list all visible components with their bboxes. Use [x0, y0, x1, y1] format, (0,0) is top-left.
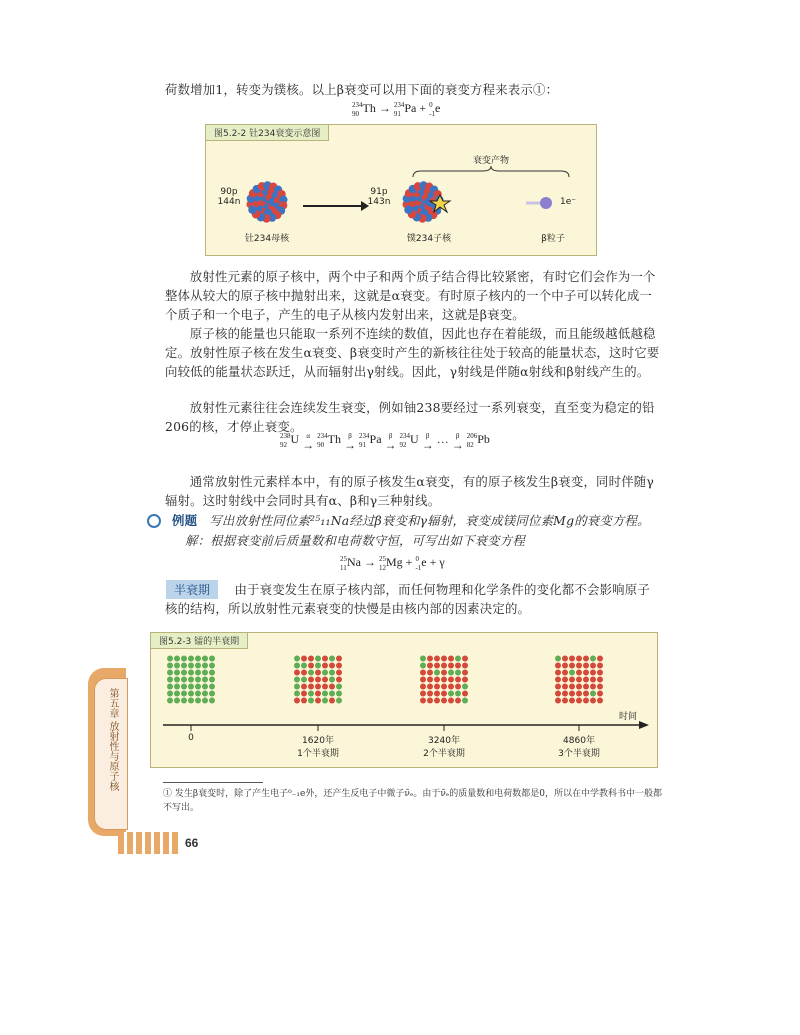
- atom-dot: [188, 670, 194, 676]
- atom-dot: [569, 663, 575, 669]
- atom-dot: [583, 684, 589, 690]
- atom-dot: [294, 663, 300, 669]
- atom-dot: [427, 670, 433, 676]
- atom-dot: [209, 677, 215, 683]
- atom-dot: [167, 684, 173, 690]
- example-label: 例题: [172, 513, 198, 528]
- parent-caption: 钍234母核: [244, 234, 290, 244]
- atom-dot: [209, 656, 215, 662]
- atom-dot: [590, 698, 596, 704]
- paragraph-decay-series: 放射性元素往往会连续发生衰变，例如铀238要经过一系列衰变，直至变为稳定的铅206的核，才停止衰变。: [165, 400, 655, 434]
- atom-dot: [195, 663, 201, 669]
- atom-dot: [576, 698, 582, 704]
- atom-dot: [188, 691, 194, 697]
- example-block: [172, 511, 662, 530]
- atom-dot: [301, 684, 307, 690]
- atom-dot: [195, 691, 201, 697]
- atom-dot: [462, 698, 468, 704]
- daughter-counts: 91p 143n: [367, 187, 391, 207]
- atom-dot: [195, 698, 201, 704]
- atom-dot: [322, 691, 328, 697]
- atom-dot: [301, 656, 307, 662]
- atom-dot: [195, 656, 201, 662]
- atom-dot: [448, 677, 454, 683]
- thorium-decay-figure: [205, 124, 597, 256]
- atom-dot: [315, 663, 321, 669]
- atom-dot: [181, 677, 187, 683]
- arrow-icon: [301, 200, 371, 212]
- atom-dot: [202, 656, 208, 662]
- atom-dot: [420, 656, 426, 662]
- atom-dot: [434, 684, 440, 690]
- atom-dot: [576, 684, 582, 690]
- atom-dot: [294, 684, 300, 690]
- atom-dot: [441, 691, 447, 697]
- atom-dot: [301, 698, 307, 704]
- atom-dot: [597, 670, 603, 676]
- atom-dot: [590, 691, 596, 697]
- atom-dot: [583, 691, 589, 697]
- atom-dot: [583, 677, 589, 683]
- atom-dot: [329, 677, 335, 683]
- atom-dot: [576, 677, 582, 683]
- atom-dot: [167, 677, 173, 683]
- atom-dot: [188, 663, 194, 669]
- atom-dot: [322, 684, 328, 690]
- atom-dot: [167, 663, 173, 669]
- atom-dot: [301, 663, 307, 669]
- atom-dot: [562, 663, 568, 669]
- atom-dot: [202, 670, 208, 676]
- products-brace-icon: [411, 165, 571, 179]
- atom-dot: [181, 656, 187, 662]
- atom-dot: [174, 698, 180, 704]
- atom-dot: [562, 670, 568, 676]
- atom-dot: [308, 691, 314, 697]
- atom-dot: [336, 691, 342, 697]
- atom-dot: [301, 670, 307, 676]
- atom-dot: [195, 670, 201, 676]
- atom-dot: [448, 656, 454, 662]
- atom-dot: [427, 698, 433, 704]
- atom-dot: [462, 670, 468, 676]
- atom-dot: [420, 677, 426, 683]
- atom-dot: [329, 684, 335, 690]
- atom-dot: [434, 670, 440, 676]
- atom-dot: [322, 698, 328, 704]
- atom-dot: [181, 670, 187, 676]
- atom-dot: [167, 670, 173, 676]
- atom-dot: [294, 691, 300, 697]
- atom-dot: [195, 677, 201, 683]
- atom-dot: [448, 691, 454, 697]
- atom-dot: [555, 691, 561, 697]
- atom-dot: [597, 677, 603, 683]
- atom-dot: [181, 684, 187, 690]
- atom-dot: [462, 663, 468, 669]
- atom-dot: [462, 656, 468, 662]
- atom-dot: [202, 663, 208, 669]
- atom-dot: [202, 684, 208, 690]
- atom-dot: [427, 691, 433, 697]
- atom-dot: [576, 656, 582, 662]
- atom-dot: [174, 691, 180, 697]
- atom-dot: [583, 663, 589, 669]
- atom-dot: [188, 677, 194, 683]
- atom-dot: [441, 677, 447, 683]
- atom-dot: [336, 656, 342, 662]
- atom-dot: [308, 670, 314, 676]
- atom-dot: [174, 677, 180, 683]
- atom-dot: [597, 663, 603, 669]
- atom-dot: [174, 684, 180, 690]
- atom-dot: [301, 691, 307, 697]
- atom-dot: [590, 677, 596, 683]
- atom-dot: [590, 656, 596, 662]
- atom-dot: [420, 684, 426, 690]
- chapter-title: 第五章 放射性与原子核: [107, 688, 118, 792]
- atom-dot: [455, 684, 461, 690]
- atom-dot: [562, 691, 568, 697]
- atom-dot: [569, 698, 575, 704]
- atom-dot: [455, 670, 461, 676]
- beta-particle-icon: [526, 193, 556, 213]
- atom-dot: [576, 691, 582, 697]
- atom-dot: [427, 677, 433, 683]
- atom-dot: [569, 656, 575, 662]
- time-axis-label: 时间: [618, 712, 637, 722]
- atom-dot: [569, 684, 575, 690]
- atom-dot: [455, 691, 461, 697]
- atom-dot: [336, 677, 342, 683]
- atom-dot: [188, 656, 194, 662]
- atom-dot: [294, 670, 300, 676]
- atom-dot: [455, 677, 461, 683]
- atom-dot: [555, 684, 561, 690]
- halflife-badge: 半衰期: [166, 580, 218, 599]
- atom-dot: [315, 677, 321, 683]
- atom-dot: [308, 656, 314, 662]
- atom-dot: [420, 670, 426, 676]
- atom-dot: [308, 698, 314, 704]
- atom-dot: [174, 656, 180, 662]
- daughter-caption: 镤234子核: [406, 234, 452, 244]
- atom-dot: [336, 670, 342, 676]
- paragraph-mixed-decay: 通常放射性元素样本中，有的原子核发生α衰变，有的原子核发生β衰变，同时伴随γ辐射。这时射线中会同时具有α、β和γ三种射线。: [165, 474, 655, 508]
- figure-title: 图5.2-2 钍234衰变示意图: [206, 125, 329, 141]
- atom-dot: [583, 698, 589, 704]
- example-icon: [147, 514, 161, 528]
- equation-decay-chain: 238 92 U α → 234 90 Th β → 234 91 Pa β → 234 92 U β → … β → 206 82 Pb: [280, 431, 490, 452]
- atom-dot: [569, 677, 575, 683]
- equation-na-decay: 25 11Na → 25 12Mg + 0 -1e + γ: [340, 554, 445, 572]
- atom-dot: [308, 677, 314, 683]
- atom-dot: [209, 691, 215, 697]
- atom-dot: [441, 670, 447, 676]
- footnote-rule: [163, 782, 263, 783]
- atom-dot: [336, 698, 342, 704]
- atom-dot: [167, 698, 173, 704]
- daughter-nucleus-icon: [398, 177, 458, 227]
- atom-dot: [181, 691, 187, 697]
- atom-dot: [427, 663, 433, 669]
- paragraph-alpha-beta: 放射性元素的原子核中，两个中子和两个质子结合得比较紧密，有时它们会作为一个整体从较大的原子核中抛射出来，这就是α衰变。有时原子核内的一个中子可以转化成一个质子和一个电子，产生的电子从核内发射出来，这就是β衰变。: [165, 269, 656, 322]
- atom-dot: [167, 691, 173, 697]
- atom-dot: [455, 698, 461, 704]
- atom-dot: [174, 663, 180, 669]
- atom-dot: [209, 663, 215, 669]
- atom-dot: [562, 684, 568, 690]
- atom-dot: [301, 677, 307, 683]
- atom-dot: [308, 684, 314, 690]
- intro-line: 荷数增加1，转变为镤核。以上β衰变可以用下面的衰变方程来表示①：: [165, 82, 559, 97]
- atom-dot: [329, 670, 335, 676]
- atom-dot: [562, 698, 568, 704]
- atom-dot: [308, 663, 314, 669]
- atom-dot: [555, 670, 561, 676]
- atom-dot: [420, 663, 426, 669]
- atom-dot: [315, 698, 321, 704]
- atom-dot: [441, 663, 447, 669]
- atom-dot: [294, 698, 300, 704]
- radium-halflife-figure: [150, 632, 658, 768]
- nucleon: [404, 206, 412, 214]
- atom-dot: [448, 684, 454, 690]
- atom-dot: [597, 656, 603, 662]
- atom-dot: [555, 677, 561, 683]
- atom-dot: [434, 663, 440, 669]
- atom-dot: [434, 677, 440, 683]
- atom-dot: [434, 698, 440, 704]
- atom-dot: [455, 656, 461, 662]
- atom-dot: [329, 698, 335, 704]
- atom-dot: [562, 677, 568, 683]
- atom-dot: [315, 691, 321, 697]
- tick-label-2: 3240年 2个半衰期: [423, 736, 465, 759]
- atom-dot: [209, 684, 215, 690]
- atom-dot: [188, 684, 194, 690]
- atom-dot: [322, 677, 328, 683]
- atom-dot: [597, 684, 603, 690]
- parent-counts: 90p 144n: [217, 187, 241, 207]
- atom-dot: [569, 670, 575, 676]
- atom-dot: [329, 663, 335, 669]
- atom-dot: [174, 670, 180, 676]
- footnote: ① 发生β衰变时，除了产生电子⁰₋₁e外，还产生反电子中微子ν̄ₑ。由于ν̄ₑ的质量数和电荷数都是0，所以在中学教科书中一般都不写出。: [163, 789, 662, 813]
- figure-title: 图5.2-3 镭的半衰期: [151, 633, 248, 649]
- atom-dot: [209, 698, 215, 704]
- atom-dot: [188, 698, 194, 704]
- atom-dot: [555, 698, 561, 704]
- atom-dot: [583, 656, 589, 662]
- atom-dot: [576, 670, 582, 676]
- atom-dot: [448, 698, 454, 704]
- atom-dot: [322, 663, 328, 669]
- atom-dot: [322, 656, 328, 662]
- products-label: 衰变产物: [472, 156, 509, 166]
- atom-dot: [448, 670, 454, 676]
- page-stripes: [118, 832, 178, 854]
- atom-dot: [462, 677, 468, 683]
- parent-nucleus-icon: [242, 177, 292, 227]
- paragraph-halflife: 由于衰变发生在原子核内部，而任何物理和化学条件的变化都不会影响原子核的结构，所以放射性元素衰变的快慢是由核内部的因素决定的。: [165, 582, 650, 616]
- atom-dot: [569, 691, 575, 697]
- atom-dot: [555, 663, 561, 669]
- page-number: 66: [185, 836, 199, 850]
- tick-label-1: 1620年 1个半衰期: [297, 736, 339, 759]
- atom-dot: [329, 656, 335, 662]
- atom-dot: [590, 663, 596, 669]
- paragraph-energy-levels: 原子核的能量也只能取一系列不连续的数值，因此也存在着能级，而且能级越低越稳定。放射性原子核在发生α衰变、β衰变时产生的新核往往处于较高的能量状态，这时它要向较低的能量状态跃迁，从而辐射出γ射线。因此，γ射线是伴随α射线和β射线产生的。: [165, 326, 660, 379]
- atom-dot: [181, 698, 187, 704]
- atom-dot: [336, 684, 342, 690]
- atom-dot: [441, 684, 447, 690]
- atom-dot: [462, 684, 468, 690]
- atom-dot: [562, 656, 568, 662]
- atom-dot: [315, 656, 321, 662]
- atom-dot: [462, 691, 468, 697]
- atom-dot: [329, 691, 335, 697]
- atom-dot: [441, 656, 447, 662]
- tick-label-3: 4860年 3个半衰期: [558, 736, 600, 759]
- atom-dot: [555, 656, 561, 662]
- atom-dot: [315, 684, 321, 690]
- atom-dot: [420, 691, 426, 697]
- atom-dot: [202, 698, 208, 704]
- atom-dot: [420, 698, 426, 704]
- tick-label-0: 0: [188, 733, 194, 743]
- atom-dot: [597, 698, 603, 704]
- atom-dot: [315, 670, 321, 676]
- example-question: 写出放射性同位素²⁵₁₁Na经过β衰变和γ辐射，衰变成镁同位素Mg的衰变方程。: [209, 513, 650, 528]
- atom-dot: [195, 684, 201, 690]
- atom-dot: [441, 698, 447, 704]
- atom-dot: [294, 677, 300, 683]
- electron-label: 1e⁻: [559, 197, 576, 207]
- atom-dot: [590, 670, 596, 676]
- beta-caption: β粒子: [541, 234, 565, 244]
- atom-dot: [322, 670, 328, 676]
- atom-dot: [455, 663, 461, 669]
- atom-dot: [209, 670, 215, 676]
- atom-dot: [427, 684, 433, 690]
- nucleon: [248, 206, 256, 214]
- atom-dot: [434, 691, 440, 697]
- atom-dot: [294, 656, 300, 662]
- atom-dot: [597, 691, 603, 697]
- atom-dot: [448, 663, 454, 669]
- atom-dot: [590, 684, 596, 690]
- solution-text: 解：根据衰变前后质量数和电荷数守恒，可写出如下衰变方程: [185, 533, 525, 548]
- atom-dot: [181, 663, 187, 669]
- atom-dot: [202, 677, 208, 683]
- atom-dot: [167, 656, 173, 662]
- atom-dot: [427, 656, 433, 662]
- atom-dot: [583, 670, 589, 676]
- atom-dot: [202, 691, 208, 697]
- equation-th-decay: 234 90 Th → 234 91 Pa + 0 -1e: [352, 100, 441, 118]
- atom-dot: [434, 656, 440, 662]
- atom-dot: [336, 663, 342, 669]
- atom-dot: [576, 663, 582, 669]
